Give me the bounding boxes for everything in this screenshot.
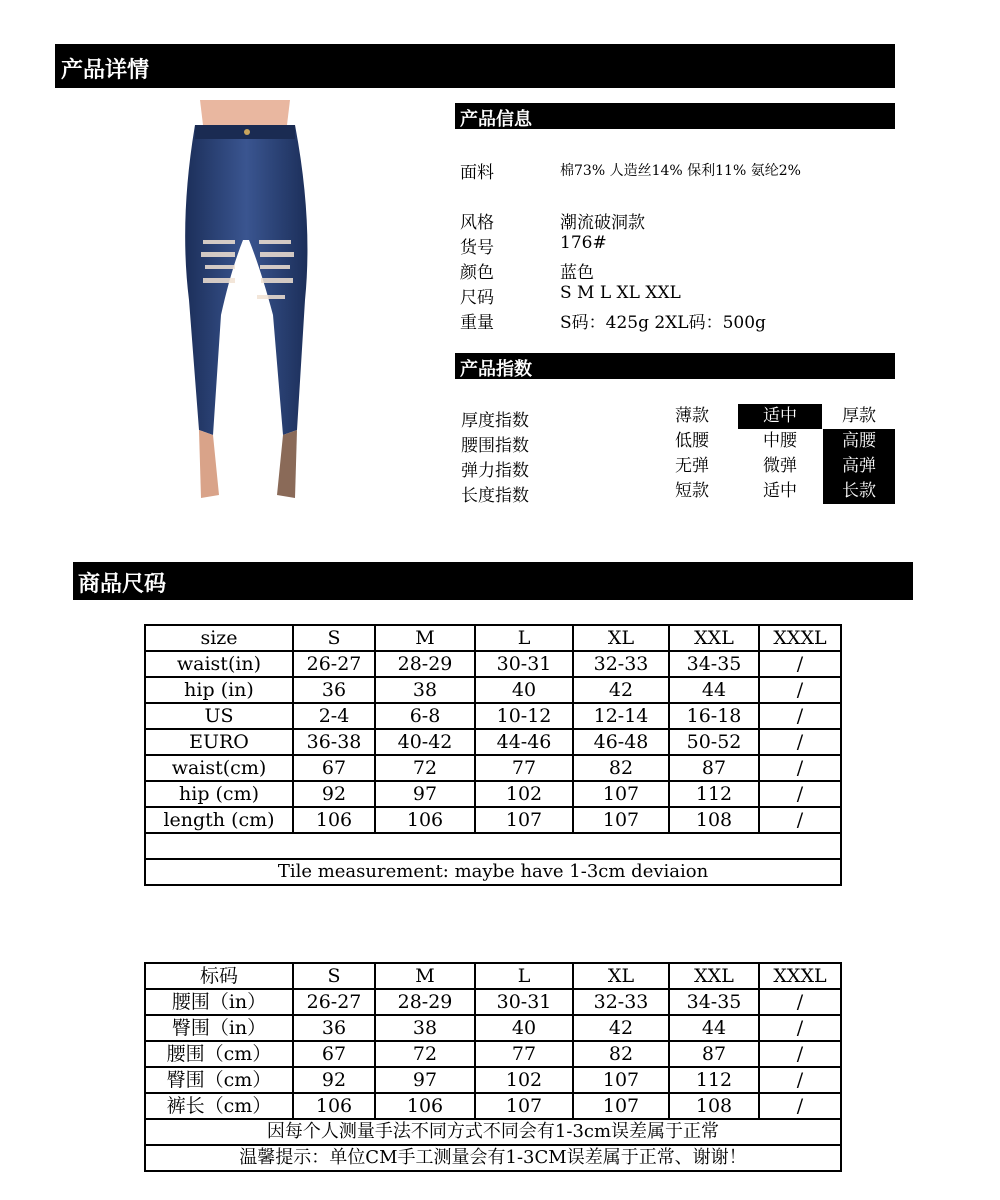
index-row (460, 454, 896, 479)
table-cell: 106 (293, 1093, 375, 1119)
table-cell: / (759, 1093, 841, 1119)
row-label-cell: waist(in) (145, 651, 293, 677)
index-option: 厚款 (842, 406, 876, 426)
table-cell: 77 (475, 755, 573, 781)
row-label-cell: size (145, 625, 293, 651)
index-row (460, 404, 896, 429)
table-cell: 67 (293, 1041, 375, 1067)
table-cell: XXL (669, 963, 759, 989)
index-option-selected: 适中 (738, 404, 822, 429)
index-option: 薄款 (675, 406, 709, 426)
table-empty-row (145, 833, 841, 859)
table-cell: 108 (669, 807, 759, 833)
table-cell: 34-35 (669, 989, 759, 1015)
size-table-english (144, 624, 842, 886)
row-label-cell: 臀围（in） (145, 1015, 293, 1041)
table-cell: 36 (293, 677, 375, 703)
table-cell: 106 (375, 1093, 475, 1119)
info-row (460, 158, 890, 183)
table-cell: 28-29 (375, 651, 475, 677)
table-row (145, 781, 841, 807)
table-cell: / (759, 703, 841, 729)
row-label-cell: 腰围（in） (145, 989, 293, 1015)
table-cell: 26-27 (293, 651, 375, 677)
table-cell: 44-46 (475, 729, 573, 755)
table-row (145, 703, 841, 729)
table-cell: 87 (669, 755, 759, 781)
info-value: 176# (560, 233, 607, 253)
table-cell: 38 (375, 1015, 475, 1041)
info-key: 风格 (460, 213, 494, 233)
table-cell: 40-42 (375, 729, 475, 755)
row-label-cell: hip (in) (145, 677, 293, 703)
table-note-row (145, 859, 841, 885)
table-cell: 38 (375, 677, 475, 703)
table-row (145, 1093, 841, 1119)
table-cell: 77 (475, 1041, 573, 1067)
table-cell: / (759, 781, 841, 807)
info-key: 颜色 (460, 263, 494, 283)
info-value: 棉73% 人造丝14% 保利11% 氨纶2% (560, 163, 801, 179)
table-cell: XL (573, 963, 669, 989)
table-cell: 44 (669, 677, 759, 703)
table-cell: / (759, 989, 841, 1015)
table-cell: 2-4 (293, 703, 375, 729)
table-cell: 12-14 (573, 703, 669, 729)
info-key: 尺码 (460, 288, 494, 308)
row-label-cell: US (145, 703, 293, 729)
info-key: 货号 (460, 238, 494, 258)
info-row (460, 308, 890, 333)
info-row (460, 283, 890, 308)
table-cell: 97 (375, 1067, 475, 1093)
table-cell: 87 (669, 1041, 759, 1067)
size-table-chinese (144, 962, 842, 1172)
table-cell: / (759, 755, 841, 781)
table-cell: 72 (375, 755, 475, 781)
info-key: 重量 (460, 313, 494, 333)
row-label-cell: EURO (145, 729, 293, 755)
table-cell: 34-35 (669, 651, 759, 677)
table-cell: XXL (669, 625, 759, 651)
table-cell: 50-52 (669, 729, 759, 755)
table-cell: 26-27 (293, 989, 375, 1015)
table-cell: 107 (573, 1093, 669, 1119)
table-cell: / (759, 807, 841, 833)
empty-cell (145, 833, 841, 859)
table-cell: 10-12 (475, 703, 573, 729)
table-cell: 107 (573, 781, 669, 807)
table-cell: 30-31 (475, 651, 573, 677)
index-row (460, 429, 896, 454)
table-row (145, 677, 841, 703)
index-label: 腰围指数 (461, 436, 529, 456)
info-row (460, 258, 890, 283)
section-header-product-detail (55, 44, 895, 88)
table-row (145, 755, 841, 781)
table-cell: 107 (573, 807, 669, 833)
table-cell: 82 (573, 1041, 669, 1067)
row-label-cell: hip (cm) (145, 781, 293, 807)
table-note-row (145, 1145, 841, 1171)
table-row (145, 1041, 841, 1067)
table-header-row (145, 625, 841, 651)
info-value: 蓝色 (560, 263, 594, 283)
table-cell: 92 (293, 781, 375, 807)
table-cell: 92 (293, 1067, 375, 1093)
section-header-size-chart (73, 562, 913, 600)
table-cell: 6-8 (375, 703, 475, 729)
table-cell: / (759, 1067, 841, 1093)
note-cell: 因每个人测量手法不同方式不同会有1-3cm误差属于正常 (145, 1119, 841, 1145)
table-row (145, 651, 841, 677)
table-note-row (145, 1119, 841, 1145)
index-option: 短款 (675, 481, 709, 501)
index-option: 适中 (763, 481, 797, 501)
table-cell: L (475, 963, 573, 989)
table-cell: 102 (475, 1067, 573, 1093)
table-cell: 108 (669, 1093, 759, 1119)
table-cell: M (375, 963, 475, 989)
product-image-jeans (165, 100, 325, 510)
index-row (460, 479, 896, 504)
section-title: 产品详情 (61, 57, 150, 83)
index-option-selected: 高腰 (823, 429, 895, 454)
note-cell: Tile measurement: maybe have 1-3cm deviaion (145, 859, 841, 885)
row-label-cell: 臀围（cm） (145, 1067, 293, 1093)
table-cell: 36-38 (293, 729, 375, 755)
row-label-cell: length (cm) (145, 807, 293, 833)
table-cell: / (759, 729, 841, 755)
table-cell: 97 (375, 781, 475, 807)
table-cell: S (293, 625, 375, 651)
table-cell: 40 (475, 677, 573, 703)
index-option: 低腰 (675, 431, 709, 451)
index-option: 无弹 (675, 456, 709, 476)
table-cell: / (759, 1041, 841, 1067)
table-cell: 28-29 (375, 989, 475, 1015)
info-key: 面料 (460, 163, 494, 183)
table-cell: 32-33 (573, 651, 669, 677)
table-row (145, 1015, 841, 1041)
table-cell: L (475, 625, 573, 651)
table-cell: 107 (573, 1067, 669, 1093)
table-cell: 82 (573, 755, 669, 781)
table-cell: 40 (475, 1015, 573, 1041)
table-cell: 67 (293, 755, 375, 781)
table-cell: 102 (475, 781, 573, 807)
row-label-cell: 标码 (145, 963, 293, 989)
table-cell: 107 (475, 1093, 573, 1119)
table-cell: 107 (475, 807, 573, 833)
index-option: 中腰 (763, 431, 797, 451)
table-row (145, 1067, 841, 1093)
table-cell: 30-31 (475, 989, 573, 1015)
section-title: 产品指数 (460, 359, 532, 380)
note-cell: 温馨提示：单位CM手工测量会有1-3CM误差属于正常、谢谢！ (145, 1145, 841, 1171)
index-label: 弹力指数 (461, 461, 529, 481)
table-cell: M (375, 625, 475, 651)
table-cell: 46-48 (573, 729, 669, 755)
section-title: 商品尺码 (78, 571, 167, 597)
row-label-cell: 腰围（cm） (145, 1041, 293, 1067)
row-label-cell: 裤长（cm） (145, 1093, 293, 1119)
table-cell: / (759, 651, 841, 677)
table-cell: 44 (669, 1015, 759, 1041)
table-cell: / (759, 1015, 841, 1041)
table-cell: 106 (375, 807, 475, 833)
table-cell: 36 (293, 1015, 375, 1041)
table-cell: S (293, 963, 375, 989)
index-option-selected: 高弹 (823, 454, 895, 479)
index-option-selected: 长款 (823, 479, 895, 504)
section-title: 产品信息 (460, 109, 532, 130)
table-cell: 112 (669, 1067, 759, 1093)
table-row (145, 729, 841, 755)
table-cell: 72 (375, 1041, 475, 1067)
row-label-cell: waist(cm) (145, 755, 293, 781)
table-header-row (145, 963, 841, 989)
section-header-product-info (455, 103, 895, 129)
table-cell: XXXL (759, 963, 841, 989)
table-cell: / (759, 677, 841, 703)
section-header-product-index (455, 353, 895, 379)
table-cell: 16-18 (669, 703, 759, 729)
info-value: S码：425g 2XL码：500g (560, 313, 766, 333)
info-row (460, 208, 890, 233)
info-value: 潮流破洞款 (560, 213, 645, 233)
table-cell: 42 (573, 677, 669, 703)
info-value: S M L XL XXL (560, 283, 681, 303)
table-cell: XXXL (759, 625, 841, 651)
index-label: 长度指数 (461, 486, 529, 506)
table-cell: 42 (573, 1015, 669, 1041)
table-cell: 32-33 (573, 989, 669, 1015)
index-label: 厚度指数 (461, 411, 529, 431)
table-row (145, 807, 841, 833)
table-cell: XL (573, 625, 669, 651)
table-row (145, 989, 841, 1015)
index-option: 微弹 (763, 456, 797, 476)
info-row (460, 233, 890, 258)
table-cell: 106 (293, 807, 375, 833)
table-cell: 112 (669, 781, 759, 807)
